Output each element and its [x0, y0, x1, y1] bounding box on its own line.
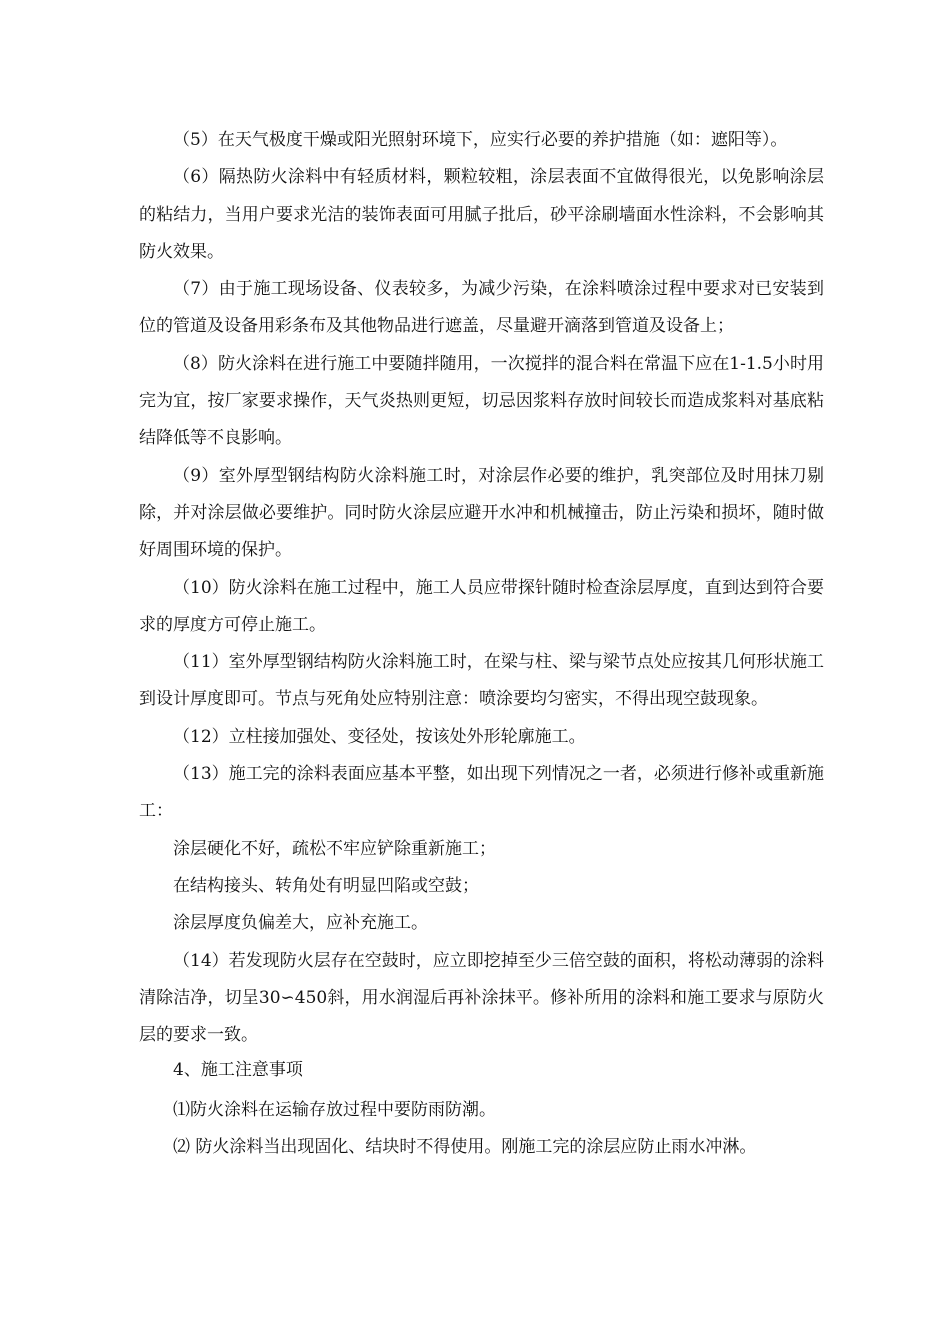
note-2: ⑵ 防火涂料当出现固化、结块时不得使用。刚施工完的涂层应防止雨水冲淋。 — [173, 1137, 757, 1158]
paragraph-10: （10）防火涂料在施工过程中，施工人员应带探针随时检查涂层厚度，直到达到符合要求的厚度方可停止施工。 — [139, 577, 824, 635]
list-item: 涂层硬化不好，疏松不牢应铲除重新施工； — [173, 838, 496, 859]
paragraph-6: （6）隔热防火涂料中有轻质材料，颗粒较粗，涂层表面不宜做得很光，以免影响涂层的粘结力，当用户要求光洁的装饰表面可用腻子批后，砂平涂刷墙面水性涂料，不会影响其防火效果。 — [139, 167, 824, 262]
list-item: 涂层厚度负偏差大，应补充施工。 — [173, 913, 428, 934]
paragraph-11: （11）室外厚型钢结构防火涂料施工时，在梁与柱、梁与梁节点处应按其几何形状施工到设计厚度即可。节点与死角处应特别注意：喷涂要均匀密实，不得出现空鼓现象。 — [139, 652, 824, 710]
paragraph-12: （12）立柱接加强处、变径处，按该处外形轮廓施工。 — [173, 726, 586, 747]
section-heading: 4、施工注意事项 — [173, 1060, 303, 1081]
paragraph-7: （7）由于施工现场设备、仪表较多，为减少污染，在涂料喷涂过程中要求对已安装到位的管道及设备用彩条布及其他物品进行遮盖，尽量避开滴落到管道及设备上； — [139, 279, 824, 337]
paragraph-9: （9）室外厚型钢结构防火涂料施工时，对涂层作必要的维护，乳突部位及时用抹刀剔除，并对涂层做必要维护。同时防火涂层应避开水冲和机械撞击，防止污染和损坏，随时做好周围环境的保护。 — [139, 465, 824, 561]
list-item: 在结构接头、转角处有明显凹陷或空鼓； — [173, 875, 479, 896]
paragraph-8: （8）防火涂料在进行施工中要随拌随用，一次搅拌的混合料在常温下应在1-1.5小时用完为宜，按厂家要求操作，天气炎热则更短，切忌因浆料存放时间较长而造成浆料对基底粘结降低等不良影响。 — [139, 353, 824, 449]
document-body — [139, 122, 824, 1166]
paragraph-13: （13）施工完的涂料表面应基本平整，如出现下列情况之一者，必须进行修补或重新施工： — [139, 764, 824, 822]
paragraph-14: （14）若发现防火层存在空鼓时，应立即挖掉至少三倍空鼓的面积，将松动薄弱的涂料清除洁净，切呈30∽450斜，用水润湿后再补涂抹平。修补所用的涂料和施工要求与原防火层的要求一致。 — [139, 950, 824, 1046]
paragraph-5: （5）在天气极度干燥或阳光照射环境下，应实行必要的养护措施（如：遮阳等）。 — [173, 130, 788, 150]
note-1: ⑴防火涂料在运输存放过程中要防雨防潮。 — [173, 1099, 496, 1120]
